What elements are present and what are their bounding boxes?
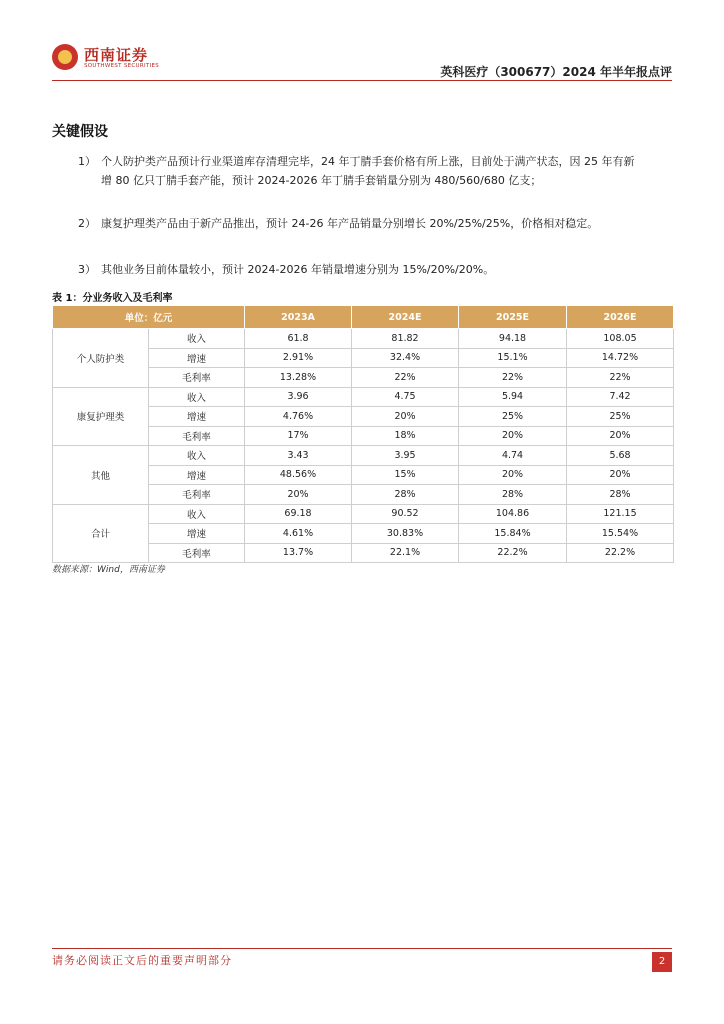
table-cell: 20% (245, 485, 352, 505)
table-cell: 90.52 (352, 504, 459, 524)
revenue-margin-table (52, 305, 674, 563)
header-year: 2024E (352, 306, 459, 329)
table-row (53, 504, 674, 524)
table-cell: 20% (352, 407, 459, 427)
header-year: 2025E (459, 306, 567, 329)
table-row (53, 387, 674, 407)
metric-label: 增速 (149, 524, 245, 544)
report-title: 英科医疗（300677）2024 年半年报点评 (440, 65, 672, 79)
table-cell: 81.82 (352, 329, 459, 349)
table-cell: 28% (352, 485, 459, 505)
table-cell: 121.15 (567, 504, 674, 524)
table-cell: 4.76% (245, 407, 352, 427)
table-cell: 13.7% (245, 543, 352, 563)
section-heading: 关键假设 (52, 124, 108, 140)
table-cell: 20% (459, 465, 567, 485)
table-cell: 25% (459, 407, 567, 427)
company-logo (52, 42, 162, 76)
header-unit: 单位：亿元 (53, 306, 245, 329)
table-cell: 17% (245, 426, 352, 446)
table-cell: 14.72% (567, 348, 674, 368)
assumption-number: 3） (78, 263, 96, 276)
table-cell: 7.42 (567, 387, 674, 407)
assumption-text: 个人防护类产品预计行业渠道库存清理完毕，24 年丁腈手套价格有所上涨，目前处于满产状态，因 25 年有新增 80 亿只丁腈手套产能，预计 2024-2026 年丁腈手套销量分别为 480/560/680 亿支； (101, 155, 635, 187)
table-cell: 22% (352, 368, 459, 388)
header-divider (52, 80, 672, 81)
table-cell: 4.61% (245, 524, 352, 544)
metric-label: 增速 (149, 465, 245, 485)
assumption-item-1 (78, 152, 644, 190)
logo-emblem-icon (52, 44, 78, 70)
table-cell: 20% (459, 426, 567, 446)
logo-name-cn: 西南证券 (84, 46, 149, 64)
table-cell: 13.28% (245, 368, 352, 388)
table-cell: 25% (567, 407, 674, 427)
table-cell: 61.8 (245, 329, 352, 349)
assumption-text: 康复护理类产品由于新产品推出，预计 24-26 年产品销量分别增长 20%/25%/25%，价格相对稳定。 (101, 217, 599, 230)
header-year: 2023A (245, 306, 352, 329)
table-cell: 22.2% (567, 543, 674, 563)
page-number: 2 (652, 952, 672, 972)
table-cell: 94.18 (459, 329, 567, 349)
assumption-item-3 (78, 260, 644, 279)
metric-label: 增速 (149, 348, 245, 368)
footer-divider (52, 948, 672, 949)
table-cell: 108.05 (567, 329, 674, 349)
table-cell: 15% (352, 465, 459, 485)
metric-label: 收入 (149, 387, 245, 407)
table-cell: 15.1% (459, 348, 567, 368)
assumption-text: 其他业务目前体量较小，预计 2024-2026 年销量增速分别为 15%/20%/20%。 (101, 263, 495, 276)
logo-name-en: SOUTHWEST SECURITIES (84, 63, 160, 69)
metric-label: 毛利率 (149, 543, 245, 563)
assumption-number: 1） (78, 155, 96, 168)
footer-disclaimer: 请务必阅读正文后的重要声明部分 (52, 954, 232, 967)
table-cell: 3.96 (245, 387, 352, 407)
table-cell: 30.83% (352, 524, 459, 544)
table-cell: 4.74 (459, 446, 567, 466)
metric-label: 增速 (149, 407, 245, 427)
table-row (53, 329, 674, 349)
metric-label: 收入 (149, 504, 245, 524)
segment-name: 其他 (53, 446, 149, 505)
assumption-item-2 (78, 214, 644, 233)
table-cell: 104.86 (459, 504, 567, 524)
table-cell: 4.75 (352, 387, 459, 407)
table-row (53, 446, 674, 466)
table-header-row (53, 306, 674, 329)
table-cell: 3.95 (352, 446, 459, 466)
table-caption: 表 1：分业务收入及毛利率 (52, 293, 173, 304)
data-source-note: 数据来源：Wind，西南证券 (52, 565, 165, 575)
table-cell: 48.56% (245, 465, 352, 485)
table-cell: 20% (567, 426, 674, 446)
segment-name: 合计 (53, 504, 149, 563)
table-cell: 5.94 (459, 387, 567, 407)
table-cell: 20% (567, 465, 674, 485)
segment-name: 个人防护类 (53, 329, 149, 388)
table-cell: 22.2% (459, 543, 567, 563)
segment-name: 康复护理类 (53, 387, 149, 446)
table-cell: 18% (352, 426, 459, 446)
table-cell: 28% (459, 485, 567, 505)
metric-label: 收入 (149, 446, 245, 466)
table-cell: 22.1% (352, 543, 459, 563)
table-cell: 15.84% (459, 524, 567, 544)
metric-label: 毛利率 (149, 426, 245, 446)
metric-label: 毛利率 (149, 485, 245, 505)
table-cell: 2.91% (245, 348, 352, 368)
assumption-number: 2） (78, 217, 96, 230)
table-cell: 22% (567, 368, 674, 388)
table-cell: 22% (459, 368, 567, 388)
table-cell: 5.68 (567, 446, 674, 466)
table-cell: 28% (567, 485, 674, 505)
table-cell: 15.54% (567, 524, 674, 544)
header-year: 2026E (567, 306, 674, 329)
metric-label: 收入 (149, 329, 245, 349)
table-cell: 32.4% (352, 348, 459, 368)
table-cell: 3.43 (245, 446, 352, 466)
table-cell: 69.18 (245, 504, 352, 524)
metric-label: 毛利率 (149, 368, 245, 388)
